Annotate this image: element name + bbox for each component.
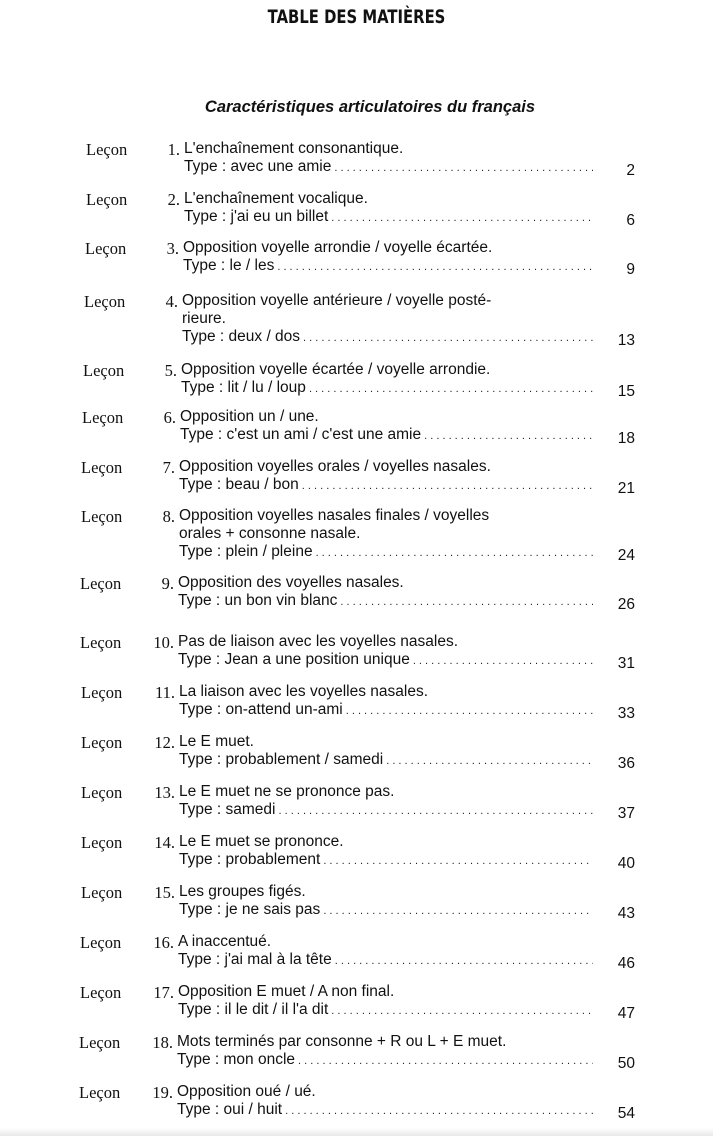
entry-type-line [178,651,593,670]
dot-leader [316,543,593,562]
entry-text [181,361,593,398]
dot-leader [298,1051,593,1070]
entry-text [179,783,593,820]
entry-title-line: Le E muet se prononce. [179,833,344,850]
page-number: 26 [617,596,635,613]
lecon-number: 9. [161,574,174,593]
entry-title-line: L'enchaînement consonantique. [184,140,404,157]
entry-type-example: Type : deux / dos [182,328,301,345]
entry-type-example: Type : samedi [179,801,276,818]
lecon-label: Leçon [79,1033,121,1052]
entry-type-example: Type : Jean a une position unique [178,651,410,668]
entry-type-example: Type : un bon vin blanc [178,592,338,609]
lecon-label: Leçon [85,239,127,258]
entry-title-line: Opposition voyelle écartée / voyelle arrondie. [181,361,491,378]
page-number: 33 [617,705,635,722]
entry-type-example: Type : plein / pleine [179,543,313,560]
entry-type-example: Type : oui / huit [177,1101,283,1118]
page-number: 37 [617,805,635,822]
entry-type-line [179,701,593,720]
dot-leader [277,257,593,276]
section-subtitle: Caractéristiques articulatoires du français [204,98,536,116]
entry-text [178,933,593,970]
dot-leader [331,208,593,227]
entry-type-line [179,476,593,495]
dot-leader [340,592,593,611]
entry-text [178,983,593,1020]
entry-type-example: Type : je ne sais pas [179,901,321,918]
entry-title-line: Pas de liaison avec les voyelles nasales. [178,633,459,650]
dot-leader [335,951,593,970]
entry-text [182,292,593,347]
page-number: 6 [626,212,635,229]
page-number: 47 [617,1005,635,1022]
entry-type-example: Type : beau / bon [179,476,299,493]
entry-type-line [179,751,593,770]
lecon-number: 15. [154,883,175,902]
entry-type-example: Type : j'ai mal à la tête [178,951,332,968]
entry-title-line: Le E muet ne se prononce pas. [179,783,395,800]
lecon-label: Leçon [81,733,123,752]
entry-title-line: Opposition voyelles orales / voyelles nasales. [179,458,491,475]
page-number: 54 [617,1105,635,1122]
lecon-label: Leçon [79,1083,121,1102]
entry-text [178,574,593,611]
page-number: 21 [617,480,635,497]
page-number: 2 [626,162,635,179]
entry-title-line: Mots terminés par consonne + R ou L + E muet. [177,1033,507,1050]
lecon-label: Leçon [86,190,128,209]
page-number: 43 [617,905,635,922]
entry-title-line: Opposition E muet / A non final. [178,983,395,1000]
lecon-number: 16. [153,933,174,952]
entry-type-example: Type : lit / lu / loup [181,379,306,396]
entry-text [184,140,593,177]
entry-title-line: Les groupes figés. [179,883,306,900]
lecon-number: 6. [163,408,176,427]
lecon-label: Leçon [83,361,125,380]
entry-type-line [184,208,593,227]
entry-title-line: Opposition un / une. [180,408,319,425]
page-number: 9 [626,261,635,278]
page-number: 13 [617,332,635,349]
lecon-label: Leçon [84,292,126,311]
page-number: 31 [617,655,635,672]
dot-leader [334,158,593,177]
entry-type-example: Type : j'ai eu un billet [184,208,329,225]
entry-type-example: Type : avec une amie [184,158,332,175]
entry-title-line: Opposition voyelle antérieure / voyelle posté- [182,292,492,309]
dot-leader [303,328,593,347]
page-number: 46 [617,955,635,972]
page-number: 36 [617,755,635,772]
lecon-label: Leçon [81,883,123,902]
dot-leader [309,379,593,398]
page-number: 15 [617,383,635,400]
lecon-label: Leçon [80,574,122,593]
page-number: 40 [617,855,635,872]
entry-type-line [179,851,593,870]
lecon-number: 18. [152,1033,173,1052]
page-number: 18 [617,430,635,447]
entry-title-line: Le E muet. [179,733,254,750]
page-number: 50 [617,1055,635,1072]
entry-type-line [177,1101,593,1120]
entry-type-line [179,901,593,920]
dot-leader [331,1001,593,1020]
entry-text [179,458,593,495]
dot-leader [323,901,593,920]
entry-type-line [182,328,593,347]
entry-title-line: orales + consonne nasale. [179,525,361,542]
entry-text [177,1083,593,1120]
entry-type-line [179,801,593,820]
lecon-number: 1. [167,140,180,159]
entry-text [179,733,593,770]
entry-text [178,633,593,670]
entry-text [180,408,593,445]
entry-title-line: A inaccentué. [178,933,272,950]
entry-text [184,190,593,227]
lecon-number: 8. [162,507,175,526]
entry-type-example: Type : c'est un ami / c'est une amie [180,426,422,443]
lecon-label: Leçon [86,140,128,159]
entry-title-line: rieure. [182,310,226,327]
lecon-label: Leçon [81,833,123,852]
entry-title-line: Opposition des voyelles nasales. [178,574,404,591]
entry-type-line [178,951,593,970]
entry-type-line [181,379,593,398]
dot-leader [279,801,594,820]
lecon-number: 7. [162,458,175,477]
lecon-number: 5. [164,361,177,380]
dot-leader [413,651,593,670]
entry-text [179,883,593,920]
entry-text [179,683,593,720]
lecon-number: 11. [154,683,175,702]
lecon-number: 2. [167,190,180,209]
dot-leader [424,426,593,445]
entry-text [183,239,593,276]
lecon-label: Leçon [82,408,124,427]
dot-leader [346,701,593,720]
entry-type-line [177,1051,593,1070]
lecon-label: Leçon [81,507,123,526]
entry-type-line [178,1001,593,1020]
lecon-number: 13. [154,783,175,802]
entry-type-example: Type : probablement [179,851,321,868]
lecon-label: Leçon [81,683,123,702]
entry-type-example: Type : probablement / samedi [179,751,384,768]
lecon-label: Leçon [80,633,122,652]
entry-text [177,1033,593,1070]
lecon-label: Leçon [80,933,122,952]
lecon-number: 17. [153,983,174,1002]
entry-title-line: Opposition oué / ué. [177,1083,316,1100]
lecon-number: 10. [153,633,174,652]
page-number: 24 [617,547,635,564]
dot-leader [386,751,593,770]
entry-text [179,833,593,870]
lecon-number: 12. [154,733,175,752]
entry-type-line [179,543,593,562]
entry-type-example: Type : mon oncle [177,1051,296,1068]
entry-title-line: Opposition voyelles nasales finales / voyelles [179,507,490,524]
lecon-label: Leçon [80,983,122,1002]
entry-type-line [184,158,593,177]
entry-type-example: Type : on-attend un-ami [179,701,343,718]
dot-leader [323,851,593,870]
lecon-number: 14. [154,833,175,852]
lecon-number: 3. [166,239,179,258]
entry-type-line [183,257,593,276]
page-edge [0,1128,713,1136]
lecon-label: Leçon [81,783,123,802]
entry-type-line [178,592,593,611]
dot-leader [285,1101,593,1120]
entry-title-line: Opposition voyelle arrondie / voyelle écartée. [183,239,493,256]
entry-text [179,507,593,562]
entry-title-line: La liaison avec les voyelles nasales. [179,683,428,700]
entry-type-example: Type : le / les [183,257,275,274]
lecon-number: 19. [152,1083,173,1102]
entry-type-line [180,426,593,445]
page-title: TABLE DES MATIÈRES [267,6,446,28]
lecon-number: 4. [165,292,178,311]
entry-title-line: L'enchaînement vocalique. [184,190,368,207]
lecon-label: Leçon [81,458,123,477]
entry-type-example: Type : il le dit / il l'a dit [178,1001,329,1018]
dot-leader [302,476,593,495]
